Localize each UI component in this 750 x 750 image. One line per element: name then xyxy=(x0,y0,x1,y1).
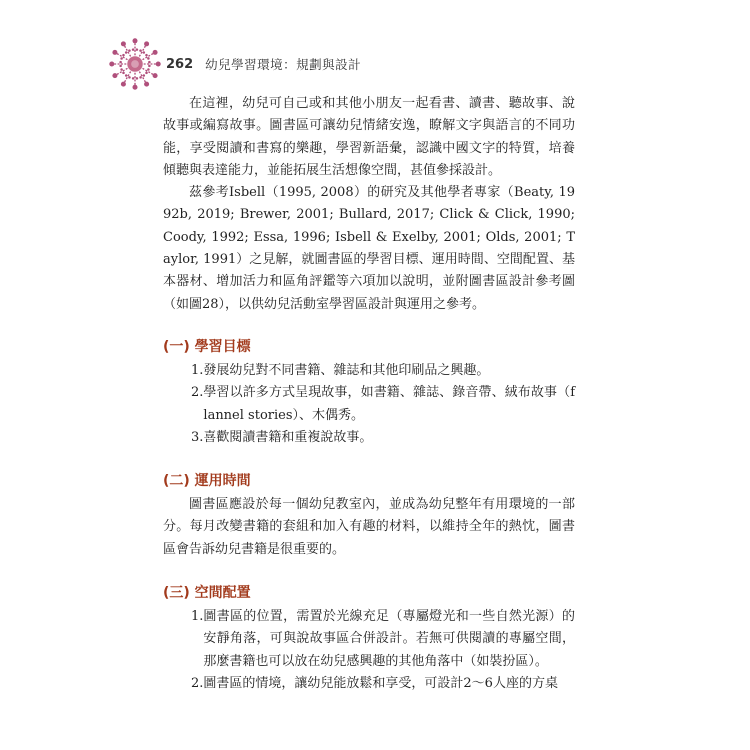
list-item xyxy=(163,360,575,382)
flower-emblem-icon xyxy=(106,35,164,93)
list-item-text: 圖書區的情境，讓幼兒能放鬆和享受，可設計2～6人座的方桌 xyxy=(203,675,558,691)
list-item-text: 發展幼兒對不同書籍、雜誌和其他印刷品之興趣。 xyxy=(203,362,490,378)
section-heading-space: (三) 空間配置 xyxy=(163,585,251,602)
time-paragraph: 圖書區應設於每一個幼兒教室內，並成為幼兒整年有用環境的一部分。每月改變書籍的套組和加入有趣的材料，以維持全年的熱忱，圖書區會告訴幼兒書籍是很重要的。 xyxy=(163,497,575,557)
list-item-text: 喜歡閱讀書籍和重複說故事。 xyxy=(203,429,373,445)
page-number: 262 xyxy=(166,56,194,72)
page-body xyxy=(163,93,575,695)
running-title: 幼兒學習環境：規劃與設計 xyxy=(205,57,362,72)
list-item-number: 1. xyxy=(191,609,204,625)
list-item-number: 2. xyxy=(191,675,204,691)
section-heading-goals: (一) 學習目標 xyxy=(163,338,251,355)
intro-paragraph-2: 茲參考Isbell（1995, 2008）的研究及其他學者專家（Beaty, 1992b, 2019; Brewer, 2001; Bullard, 2017; Click & Click, 1990; Coody, 1992; Essa, 1996; Isbell & Exelby, 2001; Olds, 2001; Taylor, 1991）之見解，就圖書區的學習目標、運用時間、空間配置、基本器材、增加活力和區角評鑑等六項加以說明，並附圖書區設計參考圖（如圖28），以供幼兒活動室學習區設計與運用之參考。 xyxy=(163,185,575,312)
intro-paragraph-1: 在這裡，幼兒可自己或和其他小朋友一起看書、讀書、聽故事、說故事或編寫故事。圖書區可讓幼兒情緒安逸，瞭解文字與語言的不同功能，享受閱讀和書寫的樂趣，學習新語彙，認識中國文字的特質，培養傾聽與表達能力，並能拓展生活想像空間，甚值參採設計。 xyxy=(163,96,575,178)
list-item-text: 圖書區的位置，需置於光線充足（專屬燈光和一些自然光源）的安靜角落，可與說故事區合併設計。若無可供閱讀的專屬空間，那麼書籍也可以放在幼兒感興趣的其他角落中（如裝扮區）。 xyxy=(203,609,575,669)
list-item xyxy=(163,606,575,673)
section-heading-time: (二) 運用時間 xyxy=(163,473,251,490)
list-item-text: 學習以許多方式呈現故事，如書籍、雜誌、錄音帶、絨布故事（flannel stories）、木偶秀。 xyxy=(203,385,575,423)
list-item-number: 1. xyxy=(191,362,204,378)
list-item xyxy=(163,673,575,695)
goals-list xyxy=(163,360,575,449)
space-list xyxy=(163,606,575,695)
list-item xyxy=(163,382,575,427)
list-item-number: 2. xyxy=(191,385,204,401)
list-item xyxy=(163,427,575,449)
list-item-number: 3. xyxy=(191,429,204,445)
page-header xyxy=(106,34,361,94)
